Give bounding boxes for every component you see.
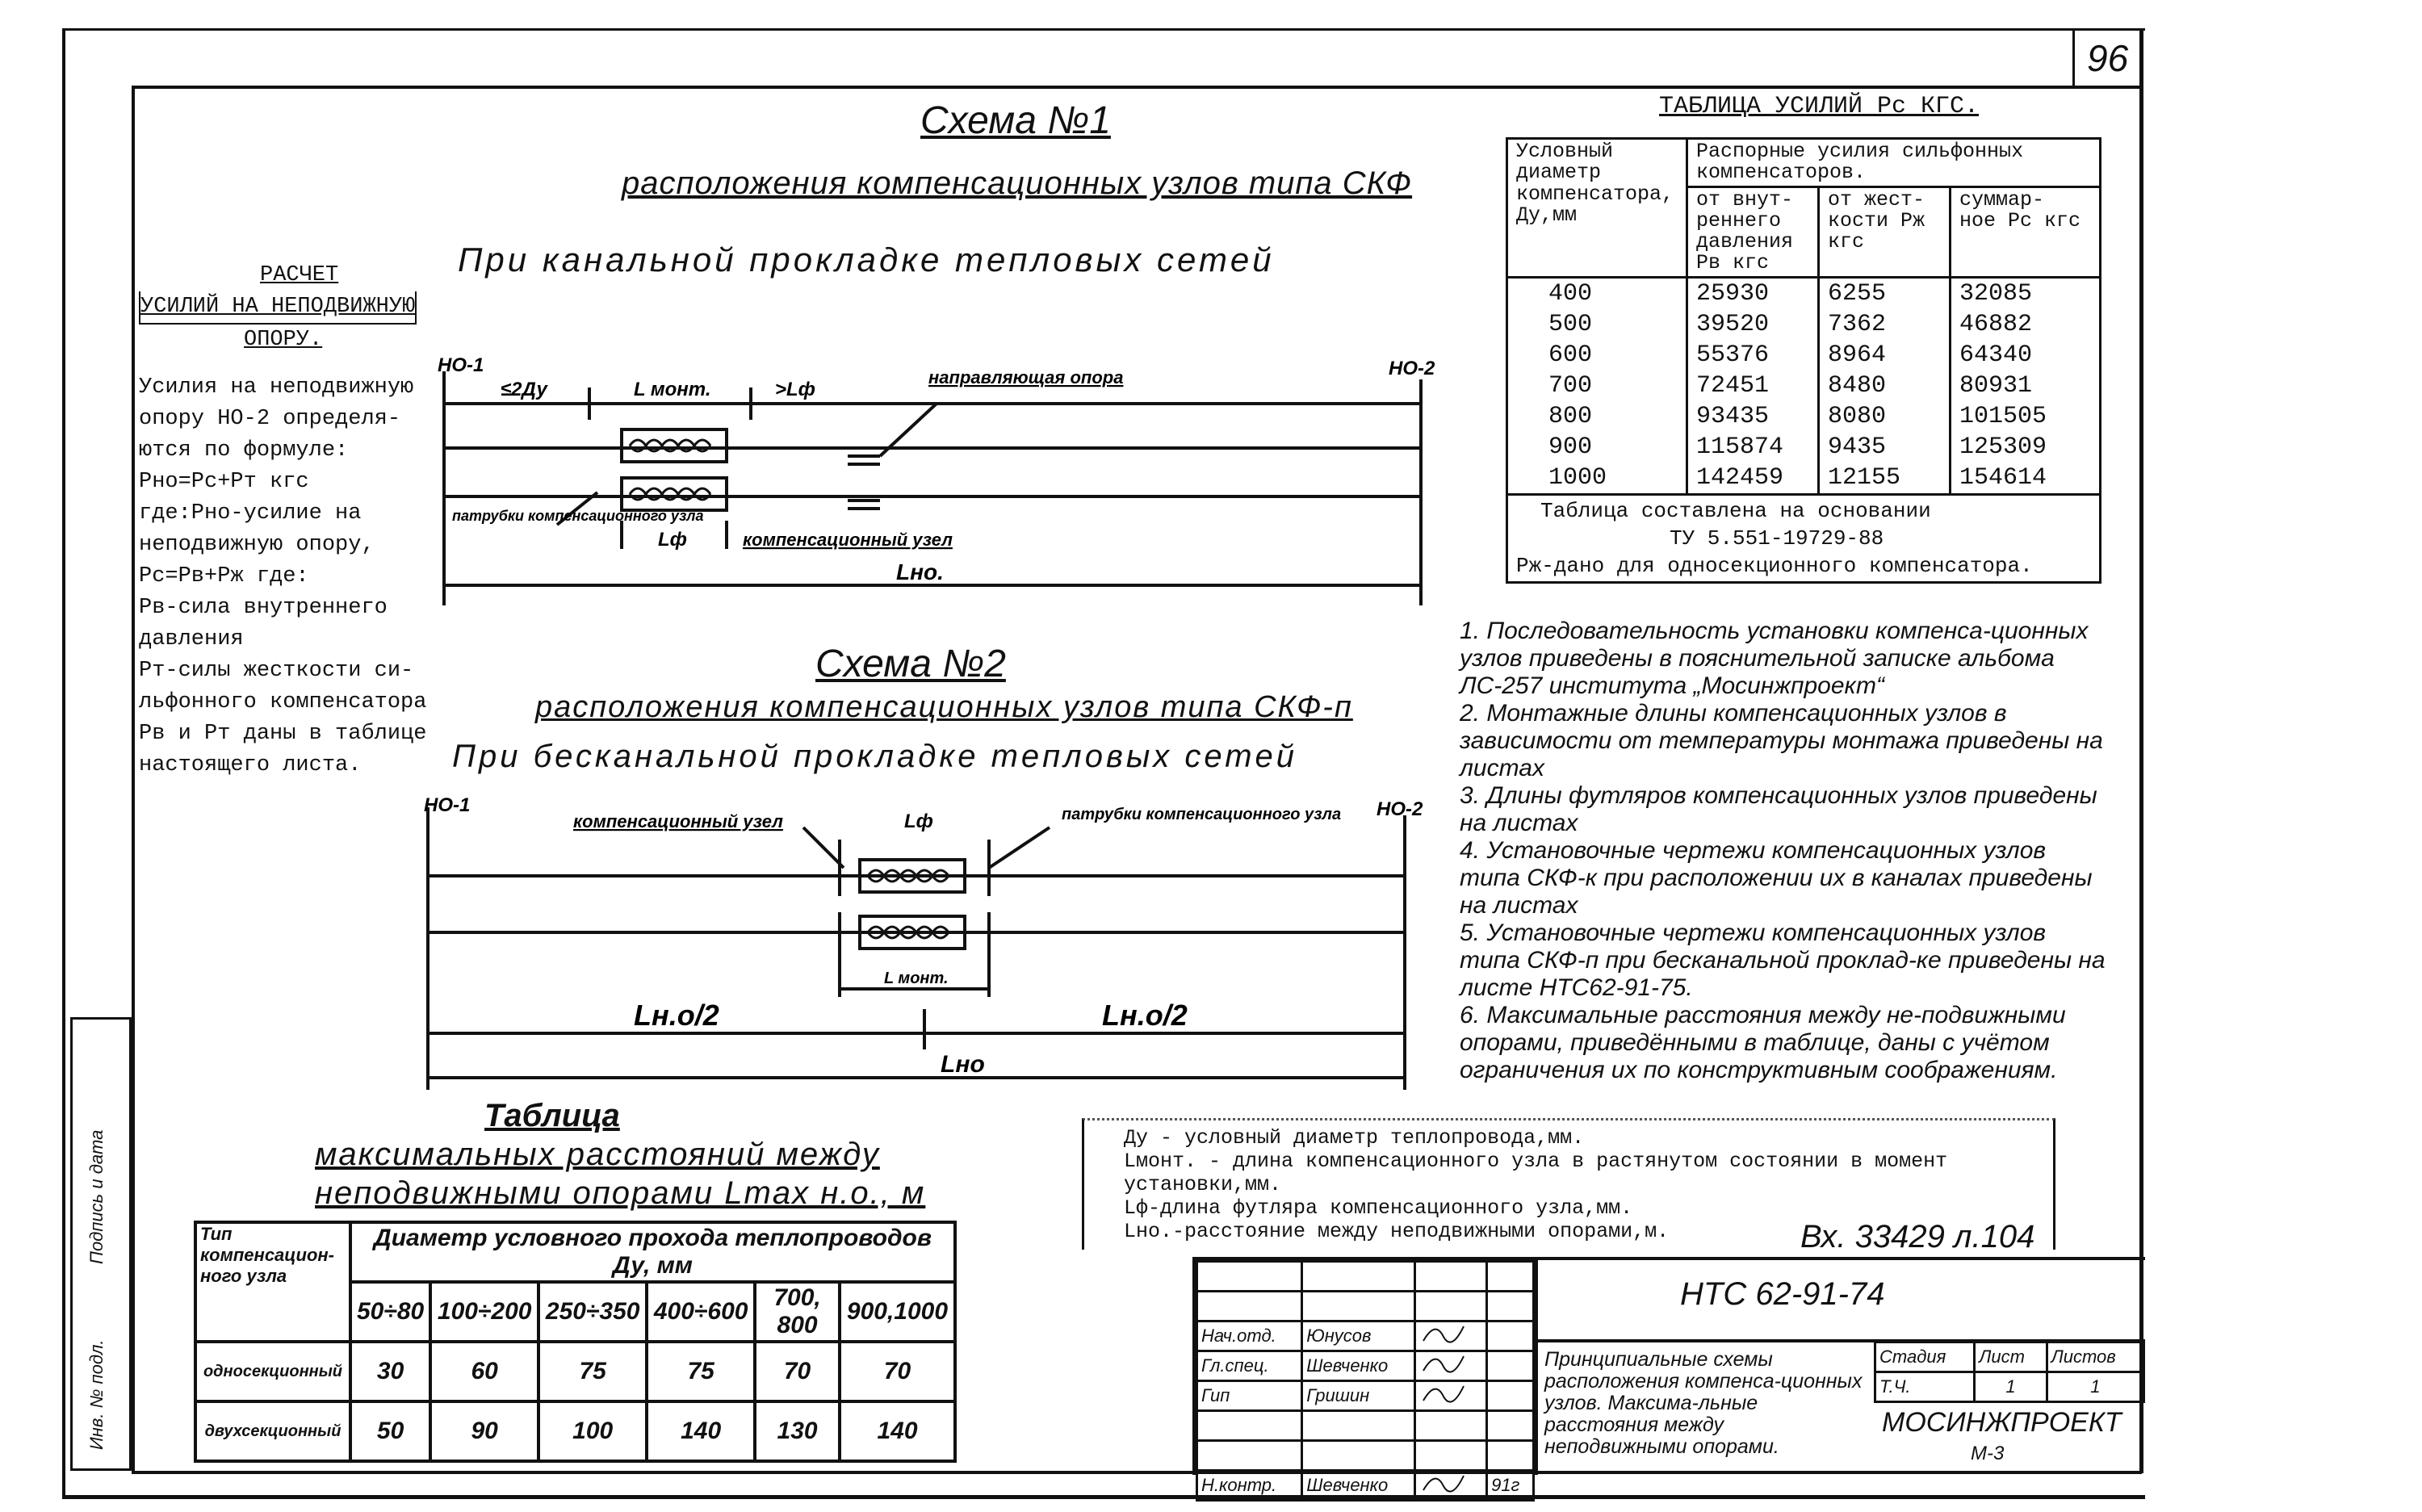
max-cell: 70 (755, 1342, 840, 1401)
role-row (1197, 1471, 1534, 1501)
calc-line: давления (139, 627, 244, 651)
col-group: Распорные усилия сильфонных компенсаторов. (1687, 139, 2101, 187)
forces-row (1507, 463, 2101, 495)
max-cell: 100 (538, 1401, 647, 1461)
note-item: 6. Максимальные расстояния между не-подвижными опорами, приведёнными в таблице, даны с учётом ограничения их по конструктивным соображениям. (1460, 1002, 2066, 1083)
role-row-empty (1197, 1411, 1534, 1441)
col-pzh: от жест- кости Рж кгс (1819, 186, 1951, 277)
title-block-stage (1874, 1341, 2145, 1403)
outer-frame-left (62, 28, 65, 1497)
col-pc: суммар- ное Рс кгс (1951, 186, 2101, 277)
scheme2-half-right: Lн.о/2 (1102, 999, 1188, 1032)
scheme2-subtitle: расположения компенсационных узлов типа СКФ-п (535, 690, 1353, 724)
scheme1-support-right: НО-2 (1389, 358, 1435, 379)
forces-cell: 32085 (1951, 277, 2101, 309)
signature-mark (1419, 1353, 1468, 1374)
scheme2-half-left: Lн.о/2 (634, 999, 719, 1032)
signature-mark (1419, 1472, 1468, 1493)
col-pv: от внут- реннего давления Рв кгс (1687, 186, 1819, 277)
forces-cell: 72451 (1687, 371, 1819, 401)
role-cell-empty (1487, 1262, 1534, 1292)
stage-label: Стадия (1875, 1342, 1975, 1372)
role-cell-empty (1197, 1262, 1302, 1292)
role-label: Н.контр. (1197, 1471, 1302, 1501)
role-label: Гл.спец. (1197, 1351, 1302, 1381)
inner-frame-top (132, 86, 2142, 89)
forces-cell: 46882 (1951, 309, 2101, 340)
calc-heading-3: ОПОРУ. (244, 328, 323, 352)
page-number: 96 (2087, 37, 2129, 79)
calc-line: опору НО-2 определя- (139, 407, 401, 431)
forces-cell: 400 (1507, 277, 1687, 309)
role-date-empty (1487, 1381, 1534, 1411)
calc-line: Рс=Рв+Рж где: (139, 564, 309, 588)
forces-cell: 7362 (1819, 309, 1951, 340)
note-item: 5. Установочные чертежи компенсационных узлов типа СКФ-п при бесканальной проклад-ке приведены на листе НТС62-91-75. (1460, 919, 2106, 1001)
role-name: Гришин (1302, 1381, 1415, 1411)
page-number-divider (2072, 28, 2075, 86)
title-divider-v (1535, 1260, 1538, 1475)
forces-row (1507, 371, 2101, 401)
forces-note-1: Таблица составлена на основании (1540, 498, 1931, 523)
outer-frame-top (62, 28, 2145, 31)
frame-bottom (62, 1495, 2145, 1499)
note-item: 4. Установочные чертежи компенсационных узлов типа СКФ-к при расположении их в каналах приведены на листах (1460, 837, 2093, 919)
note-item: 1. Последовательность установки компенса-ционных узлов приведены в пояснительной записке альбома ЛС-257 института „Мосинжпроект“ (1460, 618, 2089, 699)
role-cell-empty (1197, 1441, 1302, 1471)
signature (1415, 1381, 1487, 1411)
role-name: Юнусов (1302, 1321, 1415, 1351)
sheet-value: 1 (1975, 1372, 2047, 1402)
stage-value: Т.Ч. (1875, 1372, 1975, 1402)
forces-cell: 125309 (1951, 432, 2101, 463)
signature (1415, 1351, 1487, 1381)
max-distance-table (194, 1221, 957, 1463)
max-cell: 140 (647, 1401, 755, 1461)
forces-table (1506, 137, 2101, 584)
max-row-label: односекционный (195, 1342, 350, 1401)
forces-row (1507, 432, 2101, 463)
role-cell-empty (1302, 1292, 1415, 1321)
calc-line: Рно=Рс+Рт кгс (139, 470, 309, 494)
scheme2-l-mont: L монт. (884, 970, 949, 987)
legend-item: Lно.-расстояние между неподвижными опорами,м. (1124, 1220, 1670, 1243)
calc-line: ются по формуле: (139, 438, 349, 463)
calc-heading-2: УСИЛИЙ НА НЕПОДВИЖНУЮ (139, 291, 417, 325)
title-block-code: НТС 62-91-74 (1680, 1276, 1885, 1312)
forces-table-notes (1507, 494, 2101, 582)
role-cell-empty (1197, 1292, 1302, 1321)
scheme1-support-left: НО-1 (438, 355, 484, 376)
legend-item: Ду - условный диаметр теплопровода,мм. (1124, 1126, 1585, 1150)
scheme2-nozzles-label: патрубки компенсационного узла (1062, 806, 1342, 823)
forces-cell: 25930 (1687, 277, 1819, 309)
forces-cell: 101505 (1951, 401, 2101, 432)
sheets-value: 1 (2047, 1372, 2143, 1402)
side-stamp (70, 1017, 132, 1471)
scheme1-l-mont: L монт. (634, 379, 711, 400)
forces-cell: 8964 (1819, 340, 1951, 371)
role-row (1197, 1381, 1534, 1411)
scheme2-support-right: НО-2 (1377, 798, 1423, 820)
forces-cell: 6255 (1819, 277, 1951, 309)
signature-mark (1419, 1383, 1468, 1404)
forces-cell: 500 (1507, 309, 1687, 340)
forces-cell: 8480 (1819, 371, 1951, 401)
forces-note-2: ТУ 5.551-19729-88 (1670, 526, 1884, 551)
role-cell-empty (1302, 1441, 1415, 1471)
role-cell-empty (1415, 1411, 1487, 1441)
forces-cell: 55376 (1687, 340, 1819, 371)
calc-line: Рт-силы жесткости си- (139, 659, 414, 683)
max-cell: 75 (538, 1342, 647, 1401)
forces-cell: 9435 (1819, 432, 1951, 463)
calc-lines (139, 372, 446, 781)
role-label: Нач.отд. (1197, 1321, 1302, 1351)
role-cell-empty (1415, 1441, 1487, 1471)
role-date: 91г (1487, 1471, 1534, 1501)
max-cell: 130 (755, 1401, 840, 1461)
scheme1-title: Схема №1 (920, 99, 1111, 142)
forces-cell: 800 (1507, 401, 1687, 432)
scheme2-diagram (408, 791, 1433, 1098)
calc-heading-1: РАСЧЕТ (260, 263, 339, 287)
col-group: Диаметр условного прохода теплопроводов Ду, мм (350, 1222, 955, 1282)
max-cell: 50 (350, 1401, 430, 1461)
forces-note-3: Рж-дано для односекционного компенсатора. (1516, 553, 2033, 578)
scheme2-l-no: Lно (941, 1051, 985, 1078)
title-block-description: Принципиальные схемы расположения компенса-ционных узлов. Максима-льные расстояния между неподвижными опорами. (1544, 1348, 1863, 1458)
forces-cell: 142459 (1687, 463, 1819, 495)
calc-line: настоящего листа. (139, 753, 362, 777)
role-name: Шевченко (1302, 1351, 1415, 1381)
scheme1-caption: При канальной прокладке тепловых сетей (458, 241, 1275, 279)
forces-cell: 900 (1507, 432, 1687, 463)
role-date-empty (1487, 1351, 1534, 1381)
scheme1-l-no: Lно. (896, 559, 944, 584)
forces-cell: 80931 (1951, 371, 2101, 401)
forces-cell: 115874 (1687, 432, 1819, 463)
role-cell-empty (1415, 1262, 1487, 1292)
forces-table-title: ТАБЛИЦА УСИЛИЙ Рс КГС. (1659, 93, 1980, 120)
scheme2-support-left: НО-1 (424, 794, 471, 816)
col-type: Тип компенсацион-ного узла (195, 1222, 350, 1342)
scheme1-l-f: Lф (658, 529, 687, 551)
max-col-header: 50÷80 (350, 1282, 430, 1342)
role-cell-empty (1302, 1262, 1415, 1292)
role-row-empty (1197, 1292, 1534, 1321)
forces-cell: 600 (1507, 340, 1687, 371)
signature (1415, 1321, 1487, 1351)
forces-cell: 700 (1507, 371, 1687, 401)
calc-line: Рв и Рт даны в таблице (139, 722, 427, 746)
role-cell-empty (1197, 1411, 1302, 1441)
role-row-empty (1197, 1441, 1534, 1471)
inv-number: Вх. 33429 л.104 (1800, 1219, 2035, 1254)
legend-item: Lмонт. - длина компенсационного узла в растянутом состоянии в момент установки,мм. (1124, 1150, 1948, 1196)
role-row (1197, 1321, 1534, 1351)
title-block-org: МОСИНЖПРОЕКТ (1882, 1407, 2122, 1438)
signature (1415, 1471, 1487, 1501)
max-table-title-2: максимальных расстояний между (315, 1137, 880, 1172)
side-stamp-inv: Инв. № подл. (86, 1339, 107, 1450)
scheme1-dist2: >Lф (775, 379, 815, 400)
forces-cell: 39520 (1687, 309, 1819, 340)
max-col-header: 250÷350 (538, 1282, 647, 1342)
forces-cell: 8080 (1819, 401, 1951, 432)
forces-cell: 64340 (1951, 340, 2101, 371)
calc-line: неподвижную опору, (139, 533, 375, 557)
scheme2-l-f: Lф (904, 810, 933, 832)
max-cell: 90 (430, 1401, 538, 1461)
role-date-empty (1487, 1321, 1534, 1351)
role-cell-empty (1487, 1441, 1534, 1471)
max-cell: 30 (350, 1342, 430, 1401)
notes (1460, 618, 2106, 1084)
scheme2-caption: При бесканальной прокладке тепловых сетей (452, 739, 1298, 774)
title-block-org-sub: М-3 (1971, 1443, 2005, 1464)
forces-row (1507, 277, 2101, 309)
title-block-roles (1196, 1260, 1535, 1502)
note-item: 3. Длины футляров компенсационных узлов приведены на листах (1460, 782, 2097, 836)
max-row (195, 1342, 955, 1401)
max-col-header: 100÷200 (430, 1282, 538, 1342)
scheme2-title: Схема №2 (815, 643, 1006, 685)
scheme1-diagram (436, 355, 1445, 614)
calc-line: льфонного компенсатора (139, 690, 427, 714)
max-cell: 75 (647, 1342, 755, 1401)
note-item: 2. Монтажные длины компенсационных узлов в зависимости от температуры монтажа приведены на листах (1460, 700, 2103, 781)
title-block (1192, 1257, 2145, 1495)
calc-line: где:Рно-усилие на (139, 501, 362, 526)
scheme1-subtitle: расположения компенсационных узлов типа СКФ (622, 165, 1413, 201)
max-col-header: 900,1000 (840, 1282, 955, 1342)
sheet-label: Лист (1975, 1342, 2047, 1372)
signature-mark (1419, 1323, 1468, 1344)
max-row (195, 1401, 955, 1461)
forces-cell: 12155 (1819, 463, 1951, 495)
max-cell: 60 (430, 1342, 538, 1401)
role-row-empty (1197, 1262, 1534, 1292)
max-row-label: двухсекционный (195, 1401, 350, 1461)
role-cell-empty (1302, 1411, 1415, 1441)
forces-cell: 1000 (1507, 463, 1687, 495)
max-table-title-3: неподвижными опорами Lmax н.о., м (315, 1175, 926, 1211)
max-col-header: 400÷600 (647, 1282, 755, 1342)
scheme1-node-label: компенсационный узел (743, 530, 953, 550)
max-table-title-1: Таблица (484, 1098, 620, 1133)
calc-line: Рв-сила внутреннего (139, 596, 388, 620)
inner-frame-left (132, 86, 135, 1474)
role-row (1197, 1351, 1534, 1381)
calc-line: Усилия на неподвижную (139, 375, 414, 400)
sheets-label: Листов (2047, 1342, 2143, 1372)
scheme1-dist1: ≤2Ду (501, 379, 547, 400)
forces-cell: 154614 (1951, 463, 2101, 495)
calc-block (139, 260, 446, 781)
col-diam: Условный диаметр компенсатора, Ду,мм (1507, 139, 1687, 278)
legend-item: Lф-длина футляра компенсационного узла,мм. (1124, 1196, 1633, 1220)
max-col-header: 700, 800 (755, 1282, 840, 1342)
role-name: Шевченко (1302, 1471, 1415, 1501)
forces-row (1507, 340, 2101, 371)
forces-row (1507, 309, 2101, 340)
forces-cell: 93435 (1687, 401, 1819, 432)
scheme1-guide-label: направляющая опора (928, 367, 1124, 387)
role-label: Гип (1197, 1381, 1302, 1411)
role-cell-empty (1415, 1292, 1487, 1321)
forces-row (1507, 401, 2101, 432)
role-cell-empty (1487, 1411, 1534, 1441)
role-cell-empty (1487, 1292, 1534, 1321)
scheme1-nozzles-label: патрубки компенсационного узла (452, 508, 704, 524)
max-cell: 140 (840, 1401, 955, 1461)
scheme2-node-label: компенсационный узел (573, 811, 783, 831)
max-cell: 70 (840, 1342, 955, 1401)
side-stamp-sign: Подпись и дата (86, 1129, 107, 1264)
